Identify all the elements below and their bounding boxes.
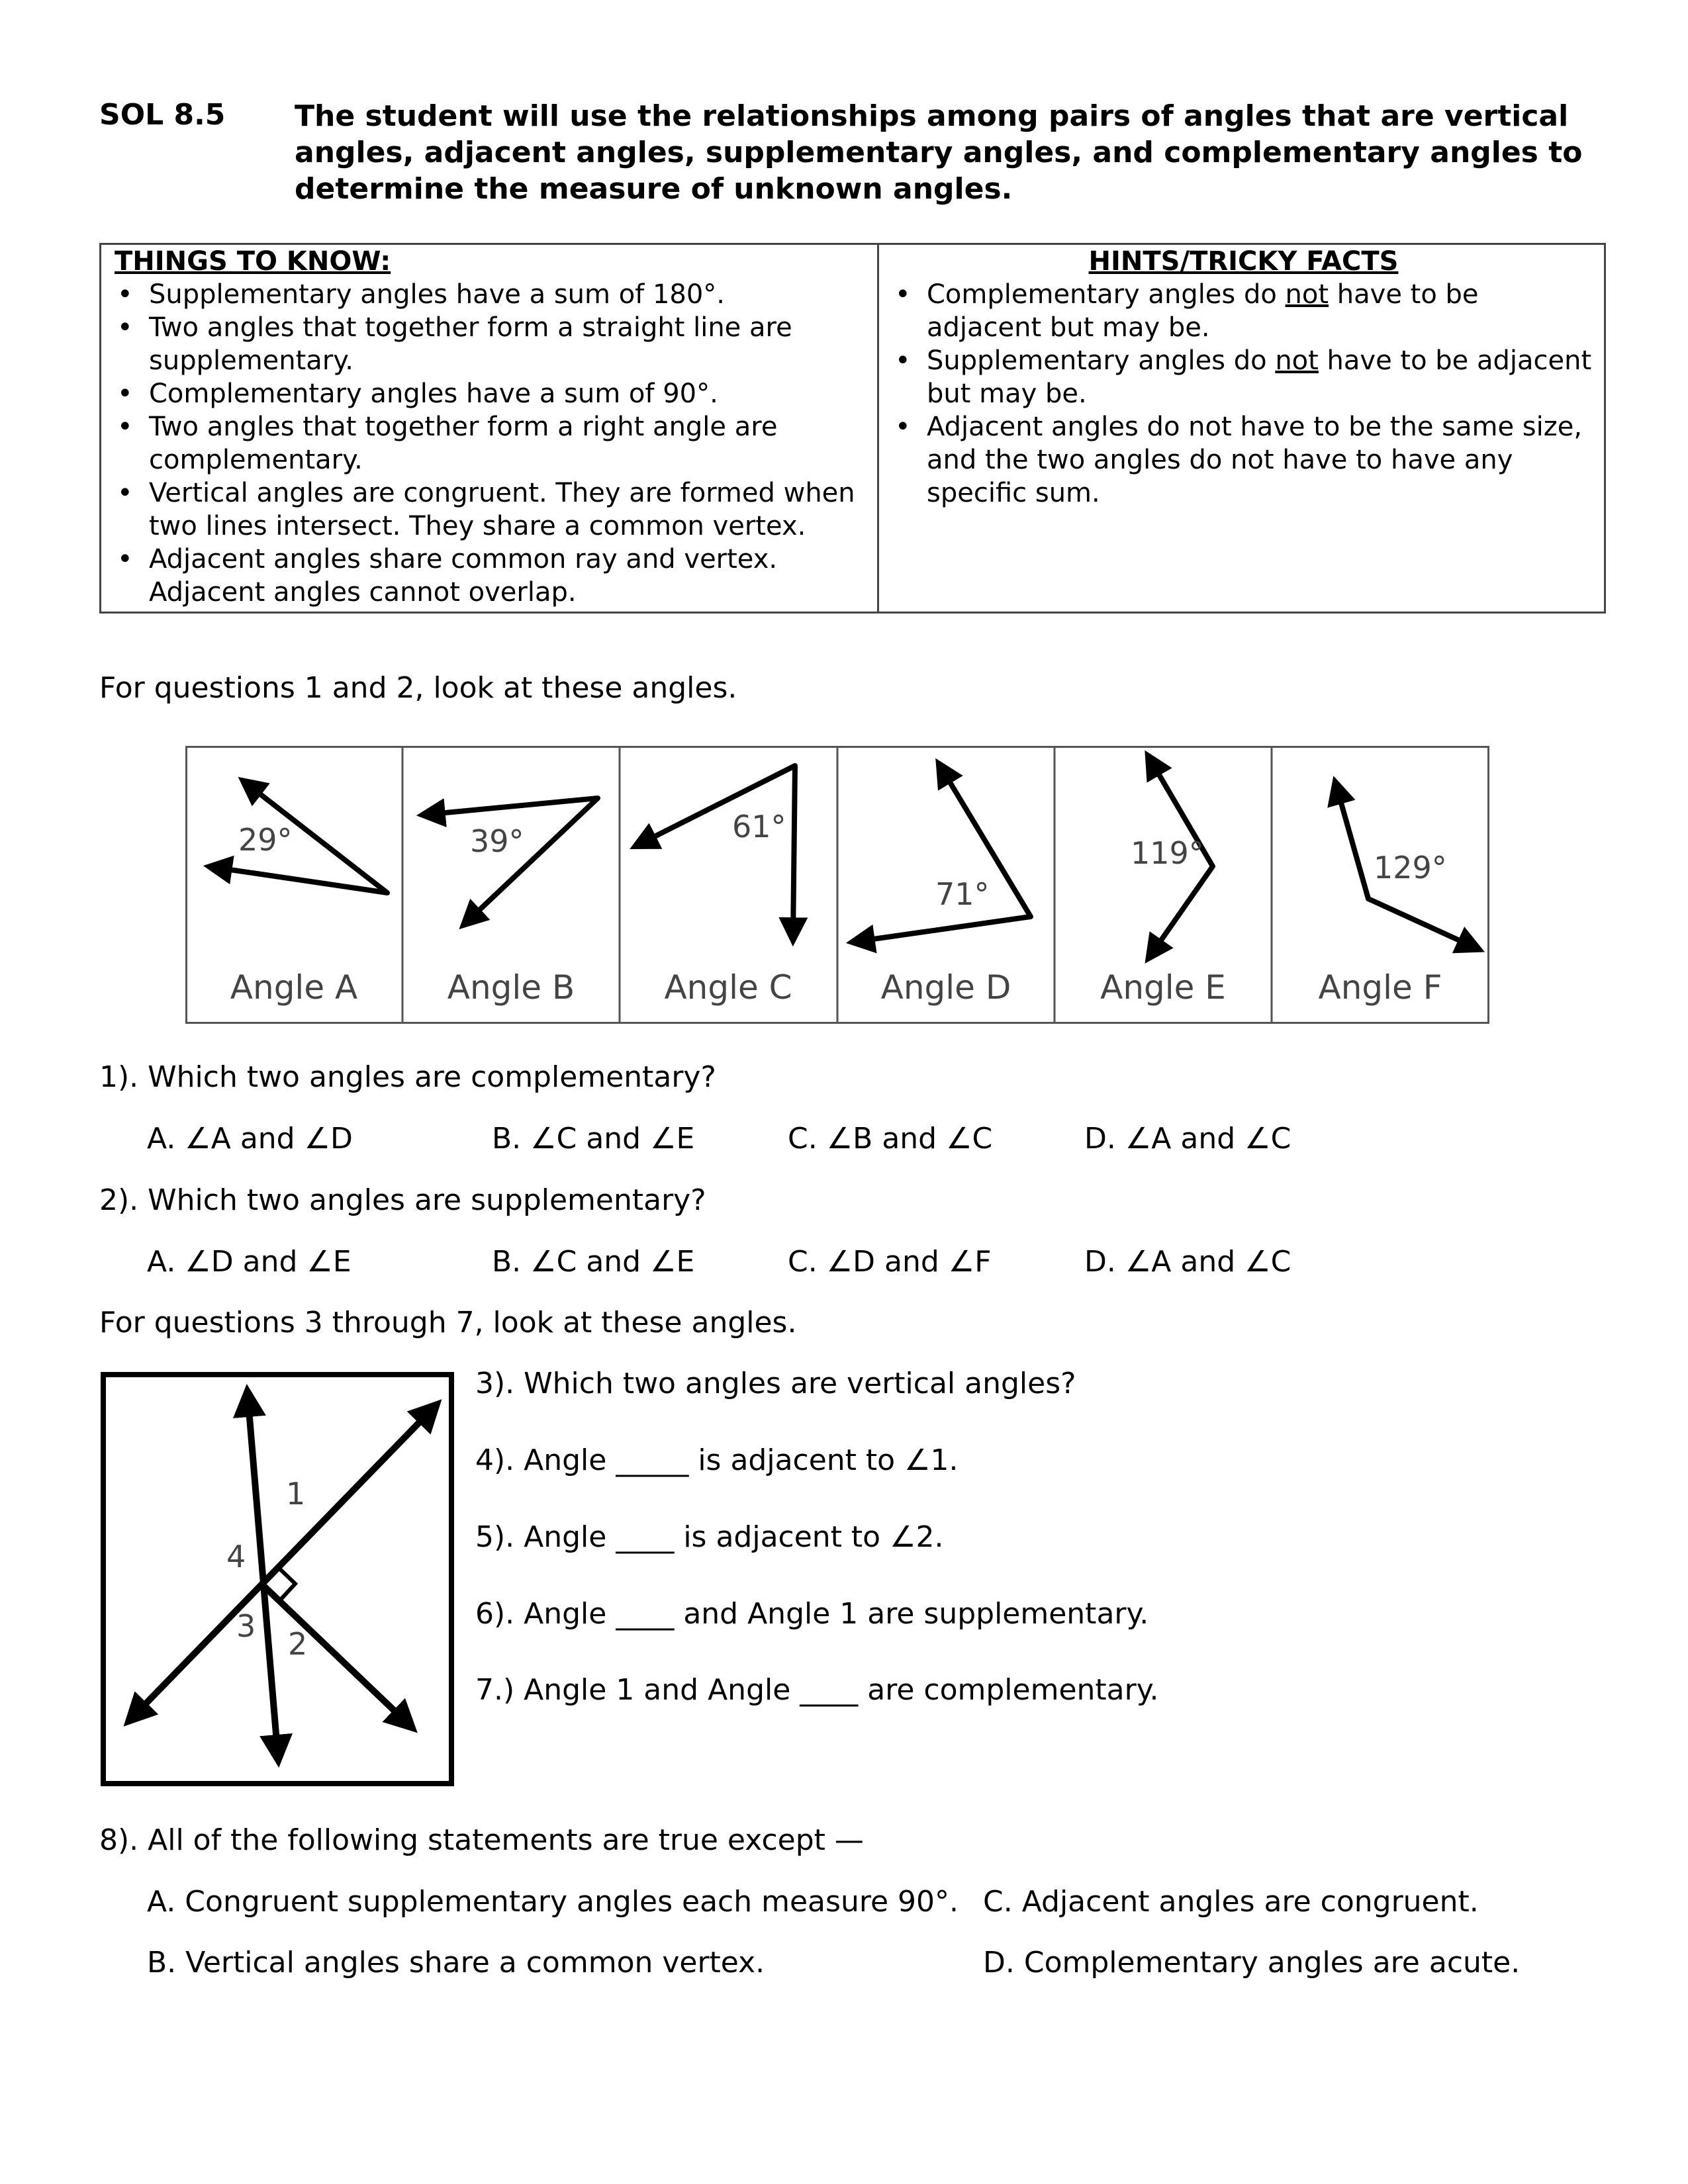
question-4: 4). Angle _____ is adjacent to ∠1.: [475, 1443, 959, 1477]
angle-measure: 39°: [470, 823, 524, 859]
q2-choice-a[interactable]: A. ∠D and ∠E: [147, 1245, 352, 1279]
hint-text: have to be adjacent but may be.: [927, 279, 1479, 343]
angle-label: Angle B: [447, 968, 575, 1007]
hints-list: [892, 278, 1595, 510]
angle-label: Angle E: [1100, 968, 1226, 1007]
question-7: 7.) Angle 1 and Angle ____ are complementary.: [475, 1673, 1159, 1707]
standard-code: SOL 8.5: [99, 98, 226, 132]
q8-choice-d[interactable]: D. Complementary angles are acute.: [983, 1946, 1521, 1979]
hint-text: Complementary angles do: [927, 279, 1286, 310]
angle-number-label: 3: [236, 1608, 256, 1644]
question-5: 5). Angle ____ is adjacent to ∠2.: [475, 1520, 944, 1554]
question-3: 3). Which two angles are vertical angles?: [475, 1367, 1076, 1400]
standard-description: The student will use the relationships among pairs of angles that are vertical angles, adjacent angles, supplementary angles, and complementary angles to determine the measure of unknown angles.: [295, 99, 1583, 206]
angle-measure: 61°: [732, 809, 786, 844]
list-item: • Two angles that together form a straight line are supplementary.: [115, 311, 868, 377]
q2-choice-c[interactable]: C. ∠D and ∠F: [788, 1245, 992, 1279]
question-1: 1). Which two angles are complementary?: [99, 1060, 716, 1094]
things-to-know-title: THINGS TO KNOW:: [115, 246, 391, 277]
angle-measure: 71°: [935, 876, 990, 912]
things-to-know-cell: [101, 244, 878, 613]
list-item: • Adjacent angles share common ray and vertex. Adjacent angles cannot overlap.: [115, 543, 868, 609]
q8-choice-b[interactable]: B. Vertical angles share a common vertex.: [147, 1946, 765, 1979]
intersecting-lines-figure: [101, 1372, 454, 1786]
angle-label: Angle D: [880, 968, 1011, 1007]
list-item: • Vertical angles are congruent. They are formed when two lines intersect. They share a common vertex.: [115, 477, 868, 543]
hint-emphasis: not: [1285, 279, 1329, 310]
list-item: [892, 344, 1595, 410]
list-item: • Two angles that together form a right angle are complementary.: [115, 410, 868, 477]
hint-text: Supplementary angles do: [927, 345, 1276, 376]
hint-text: have to be adjacent but may be.: [927, 345, 1592, 409]
facts-table: [99, 243, 1606, 614]
angle-label: Angle C: [664, 968, 792, 1007]
q1-choice-a[interactable]: A. ∠A and ∠D: [147, 1122, 353, 1156]
q2-choice-d[interactable]: D. ∠A and ∠C: [1084, 1245, 1291, 1279]
list-item: [892, 278, 1595, 344]
things-to-know-list: [115, 278, 868, 609]
hints-cell: [878, 244, 1605, 613]
list-item: • Supplementary angles have a sum of 180°.: [115, 278, 868, 311]
angle-number-label: 4: [226, 1539, 246, 1574]
q1-choice-c[interactable]: C. ∠B and ∠C: [788, 1122, 993, 1156]
angle-number-label: 1: [286, 1476, 306, 1512]
q1-choice-d[interactable]: D. ∠A and ∠C: [1084, 1122, 1291, 1156]
question-6: 6). Angle ____ and Angle 1 are supplementary.: [475, 1597, 1149, 1631]
angle-measure: 129°: [1374, 850, 1447, 886]
list-item: • Complementary angles have a sum of 90°.: [115, 377, 868, 410]
q8-choice-c[interactable]: C. Adjacent angles are congruent.: [983, 1885, 1479, 1919]
list-item: • Adjacent angles do not have to be the same size, and the two angles do not have to have any specific sum.: [892, 410, 1595, 510]
angle-measure: 119°: [1131, 835, 1204, 871]
question-2: 2). Which two angles are supplementary?: [99, 1183, 706, 1217]
q1-choice-b[interactable]: B. ∠C and ∠E: [492, 1122, 695, 1156]
hints-title: HINTS/TRICKY FACTS: [1088, 246, 1399, 277]
angle-label: Angle F: [1318, 968, 1442, 1007]
q2-choice-b[interactable]: B. ∠C and ∠E: [492, 1245, 695, 1279]
angle-figures: [185, 746, 1489, 1024]
section1-intro: For questions 1 and 2, look at these angles.: [99, 671, 737, 705]
section2-intro: For questions 3 through 7, look at these angles.: [99, 1306, 797, 1340]
hint-emphasis: not: [1275, 345, 1319, 376]
q8-choice-a[interactable]: A. Congruent supplementary angles each measure 90°.: [147, 1885, 959, 1919]
angle-label: Angle A: [230, 968, 358, 1007]
angle-measure: 29°: [238, 822, 293, 858]
angle-number-label: 2: [288, 1626, 308, 1662]
question-8: 8). All of the following statements are true except —: [99, 1823, 864, 1857]
